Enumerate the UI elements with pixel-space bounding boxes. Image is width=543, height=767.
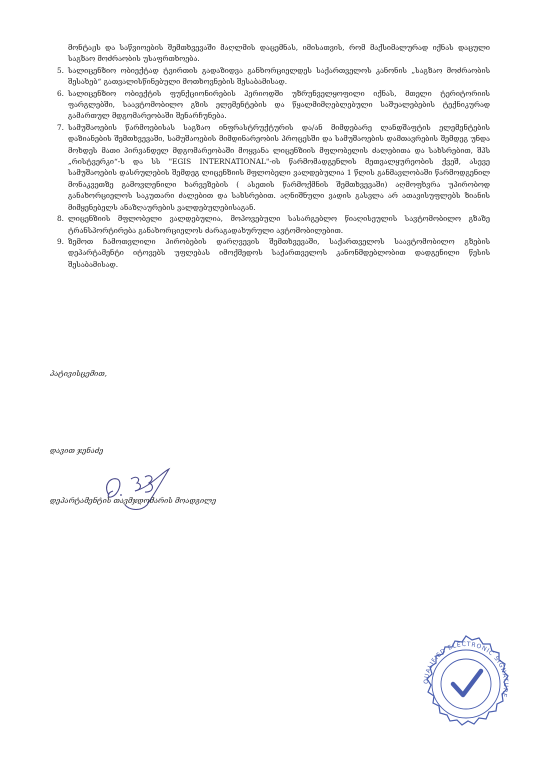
list-item-9 — [50, 236, 490, 270]
list-item-8 — [50, 213, 490, 236]
electronic-signature-seal — [413, 632, 519, 736]
signer-name: დავით ჯენაძე — [50, 446, 104, 455]
list-item-text: ზემოთ ჩამოთვლილი პირობების დარღვევის შემთხვევაში, საქართველოს საავტომობილო გზების დეპარტამენტი იტოვებს უფლებას იმოქმედოს საქართველოს კანონმდებლობით დადგენილი წესის შესაბამისად. — [68, 236, 490, 269]
paragraph-continuation: მონტაჟს და საწვიოების შემთხვევაში მაღლმის დაცემნას, იმისათვის, რომ მაქსიმალურად იქნას დაცული საგზაო მოძრაობის უსაფრთხოება. — [68, 43, 490, 64]
seal-ring-text: QUALIFIED ELECTRONIC SIGNATURE — [422, 640, 510, 699]
handwritten-signature — [95, 465, 190, 513]
list-item-6 — [50, 88, 490, 122]
list-item-text: სამუშაოების წარმოებისას საგზაო ინფრასტრუქტურის და/ან მიმდებარე ლანდშაფტის ელემენტების დაზიანების შემთხვევაში, სამუშაოების მიმდინარეობის პროცესში და სამუშაოების დამთავრების შემდეგ უნდა მოხდეს მათი პირვანდელ მდგომარეობაში მოყვანა ლიცენზიის მფლობელის ძალებითა და სახსრებით, შპს „რისტვერკი“-ს და სს "EGIS INTERNATIONAL"-ის წარმომადგენლის მეთვალყურეობის ქვეშ, ასევე სამუშაოების დასრულების შემდეგ ლიცენზიის მფლობელი ვალდებულია 1 წლის განმავლობაში წარმოდგენილ მონაკვეთზე გამოვლენილი ხარვეზების ( ასეთის წარმოქმნის შემთხვევაში) აღმოფხვრა უპირობოდ განახორციელოს საკუთარი ძალებით და სახსრებით. აღნიშნული ვადის გასვლა არ ათავისუფლებს ზიანის მიმყენებელს ანაზღაურების ვალდებულებისაგან. — [68, 122, 490, 212]
signer-title: დეპარტამენტის თავმჯდომარის მოადგილე — [50, 496, 217, 505]
letter-body — [50, 42, 490, 270]
closing-regards: პატივისცემით, — [50, 369, 107, 378]
list-item-text: ლიცენზიის მფლობელი ვალდებულია, მოპოვებული სასარგებლო წიაღისეულის სავტომობილო გზაზე ტრანსპორტირება განახორციელოს ძარაგადახურული ავტომობილებით. — [68, 214, 490, 235]
list-number: 7. — [57, 122, 64, 132]
list-number: 9. — [57, 236, 64, 246]
list-item-text: სალიცენზიო ობიექტად ტვირთის გადაზიდვა განხორციელდეს საქართველოს კანონის „საგზაო მოძრაობის შესახებ“ გათვალისწინებული მოთხოვნების შესაბამისად. — [68, 65, 490, 87]
list-number: 5. — [57, 65, 64, 75]
list-item-5 — [50, 65, 490, 88]
check-icon — [453, 671, 481, 695]
list-number: 6. — [57, 88, 64, 98]
list-number: 8. — [57, 214, 64, 224]
list-item-7 — [50, 122, 490, 213]
list-item-text: სალიცენზიო ობიექტის ფუნქციონირების პერიოდში უზრუნველყოფილი იქნას, მთელი ტერიტორიის ფარგლებში, საავტომობილო გზის ელემენტების და წყალმიმღებლებული საშუალებების ტექნიკურად გამართულ მდგომარეობაში შენარჩუნება. — [68, 88, 490, 121]
